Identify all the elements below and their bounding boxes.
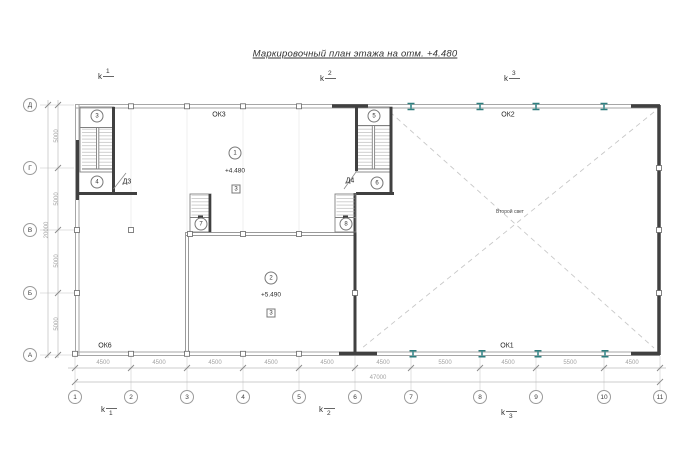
section-mark-3-bottom [501, 408, 517, 420]
window-label-ok1: ОК1 [500, 342, 514, 350]
window-label-ok3: ОК3 [212, 111, 226, 119]
section-letter: k [320, 74, 324, 83]
elevation-hall: +4.480 [224, 167, 246, 175]
section-number: 2 [325, 70, 336, 79]
second-light-dashed-cross [362, 112, 654, 348]
section-number: 1 [103, 68, 114, 77]
dimension-label: 5500 [438, 360, 452, 366]
small-stairs [190, 194, 356, 232]
floor-type-mark: 3 [232, 185, 241, 194]
steel-column-icons [408, 104, 609, 357]
floor-type-mark: 3 [267, 309, 276, 318]
axis-bubble-row-d: Д [23, 98, 37, 112]
axis-bubble-row-a: А [23, 348, 37, 362]
window-label-ok6: ОК6 [98, 342, 112, 350]
section-mark-3-top [504, 70, 520, 83]
section-letter: k [319, 405, 323, 414]
door-label-d4: Д4 [345, 177, 355, 185]
section-letter: k [101, 405, 105, 414]
dimension-label: 4500 [152, 360, 166, 366]
position-mark-2: 2 [265, 272, 278, 285]
window-label-ok2: ОК2 [501, 111, 515, 119]
axis-bubble-row-b: Б [23, 286, 37, 300]
dimension-label: 5000 [54, 192, 60, 206]
section-mark-2-top [320, 70, 336, 83]
dimension-total-bottom: 47000 [369, 375, 387, 381]
axis-bubble-col-9: 9 [529, 390, 543, 404]
dimension-label: 4500 [320, 360, 334, 366]
dimension-label: 5000 [54, 129, 60, 143]
axis-bubble-col-7: 7 [404, 390, 418, 404]
staircase-left [77, 107, 137, 200]
section-mark-2-bottom [319, 405, 335, 417]
section-mark-1-bottom [101, 405, 117, 417]
axis-bubble-col-4: 4 [236, 390, 250, 404]
position-mark-1: 1 [229, 147, 242, 160]
position-mark-6: 6 [371, 177, 384, 190]
dimension-label: 5000 [54, 317, 60, 331]
axis-bubble-col-11: 11 [653, 390, 667, 404]
position-mark-5: 5 [368, 110, 381, 123]
section-mark-1-top [98, 68, 114, 81]
dimension-label: 4500 [625, 360, 639, 366]
axis-bubble-row-v: В [23, 223, 37, 237]
position-mark-4: 4 [91, 176, 104, 189]
axis-bubble-col-8: 8 [473, 390, 487, 404]
dimension-label: 4500 [208, 360, 222, 366]
staircase-right [332, 106, 394, 194]
drawing-title: Маркировочный план этажа на отм. +4.480 [252, 48, 458, 60]
dimension-label: 5000 [54, 254, 60, 268]
dimension-label: 4500 [96, 360, 110, 366]
position-mark-3: 3 [91, 110, 104, 123]
section-letter: k [504, 74, 508, 83]
section-number: 3 [506, 411, 517, 420]
axis-bubble-col-5: 5 [292, 390, 306, 404]
section-number: 3 [509, 70, 520, 79]
second-light-label: Второй свет [496, 209, 524, 215]
position-mark-7: 7 [195, 218, 208, 231]
section-letter: k [501, 408, 505, 417]
axis-bubble-col-6: 6 [348, 390, 362, 404]
section-number: 1 [106, 408, 117, 417]
axis-bubble-row-g: Г [23, 161, 37, 175]
section-number: 2 [324, 408, 335, 417]
dimension-label: 4500 [376, 360, 390, 366]
dimension-label: 4500 [501, 360, 515, 366]
position-mark-8: 8 [340, 218, 353, 231]
grid-lines [40, 105, 660, 391]
dimension-label: 5500 [563, 360, 577, 366]
section-letter: k [98, 72, 102, 81]
axis-bubble-col-1: 1 [68, 390, 82, 404]
axis-bubble-col-2: 2 [124, 390, 138, 404]
dimension-total-left: 20000 [44, 221, 50, 239]
elevation-mezzanine: +5.490 [260, 291, 282, 299]
axis-bubble-col-3: 3 [180, 390, 194, 404]
door-label-d3: Д3 [122, 178, 132, 186]
axis-bubble-col-10: 10 [597, 390, 611, 404]
dimension-label: 4500 [264, 360, 278, 366]
